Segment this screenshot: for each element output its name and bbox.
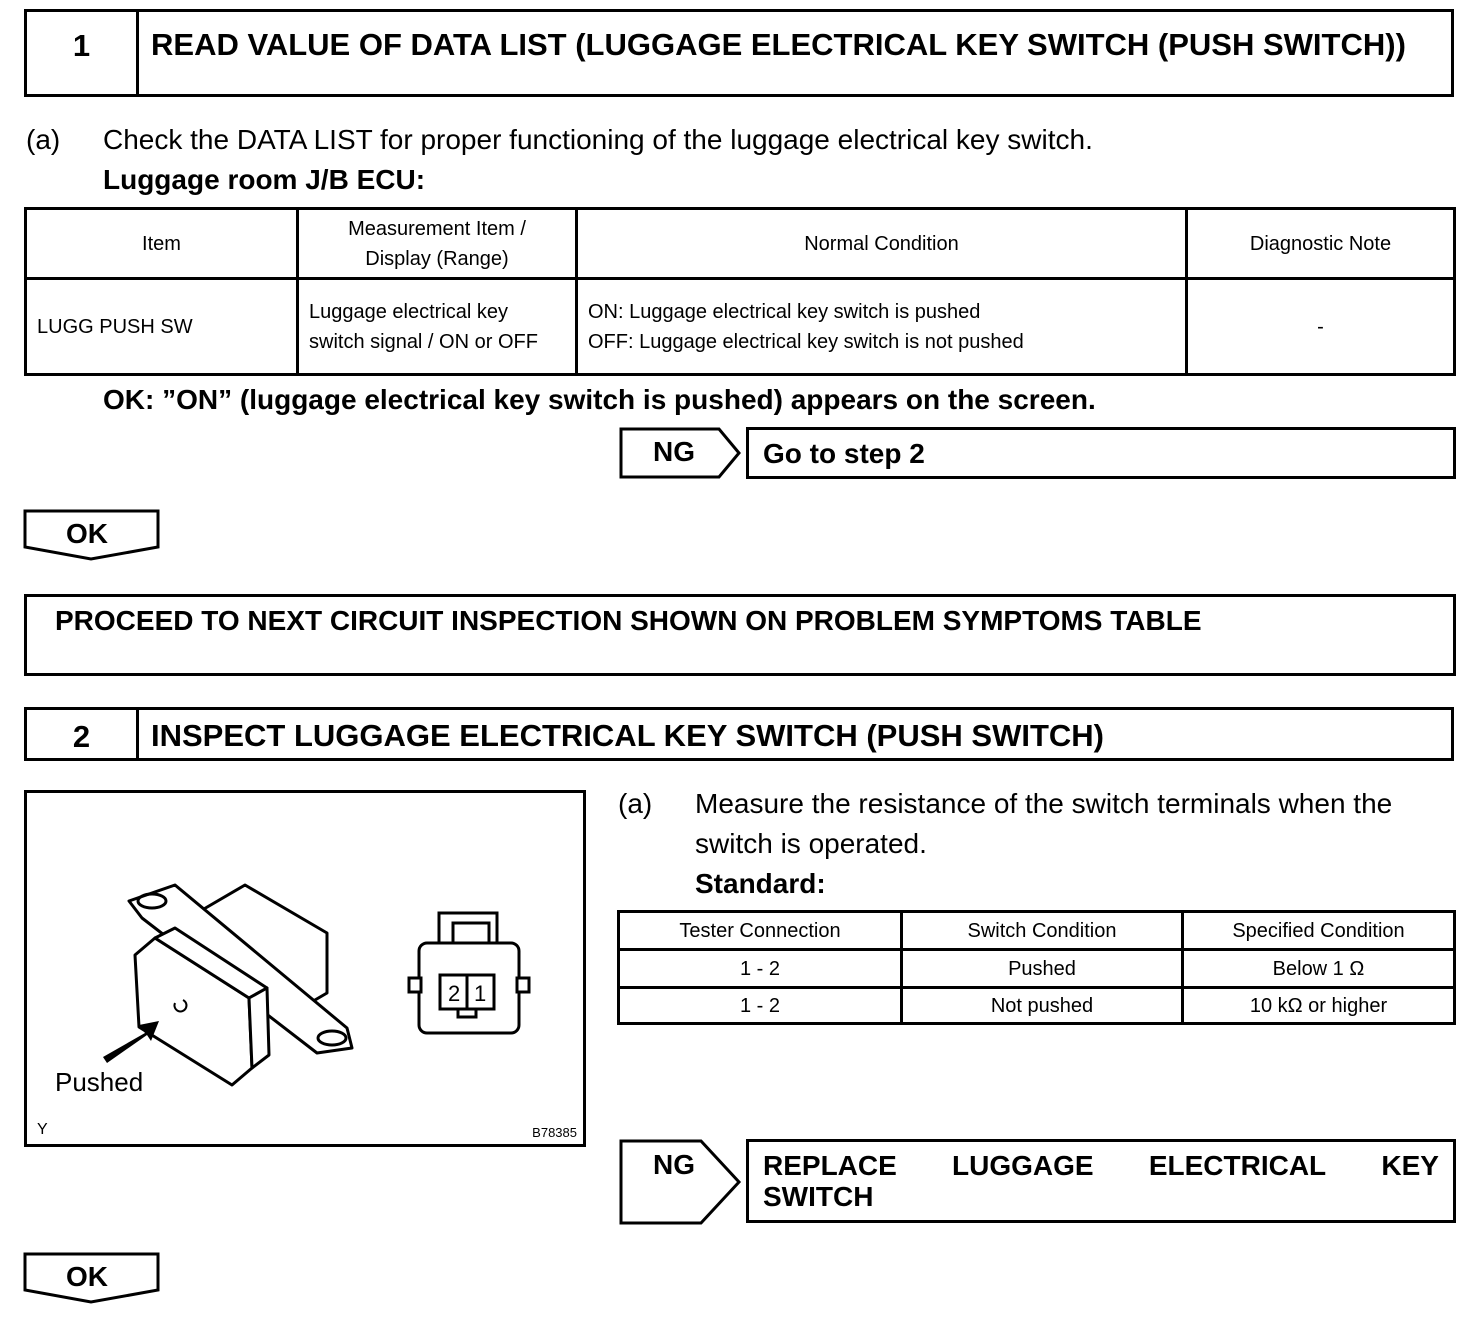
ng-action-word: REPLACE: [763, 1150, 897, 1181]
push-arrow-icon: [103, 1021, 159, 1063]
terminal-2-label: 2: [448, 981, 461, 1006]
table-row: [619, 950, 1455, 988]
table-cell: [577, 279, 1187, 375]
step-number: 1: [27, 12, 139, 94]
figure-code: B78385: [532, 1125, 577, 1140]
ng-action-box: [746, 427, 1456, 479]
pushed-label: Pushed: [55, 1067, 144, 1097]
ng-label: NG: [653, 436, 695, 467]
table-header: Specified Condition: [1183, 912, 1455, 950]
table-cell: LUGG PUSH SW: [26, 279, 298, 375]
table-header: Diagnostic Note: [1187, 209, 1455, 279]
step-1-marker: (a): [26, 124, 61, 155]
ecu-subheading: Luggage room J/B ECU:: [103, 164, 426, 195]
ng-action-box: [746, 1139, 1456, 1223]
ng-action-line2: SWITCH: [763, 1181, 874, 1212]
table-row: [26, 279, 1455, 375]
table-header: Normal Condition: [577, 209, 1187, 279]
table-cell: Pushed: [902, 950, 1183, 988]
step-title: INSPECT LUGGAGE ELECTRICAL KEY SWITCH (PUSH SWITCH): [151, 718, 1104, 753]
table-cell: 1 - 2: [619, 988, 902, 1024]
table-cell: Luggage electrical key switch signal / ON or OFF: [298, 279, 577, 375]
table-header: Tester Connection: [619, 912, 902, 950]
proceed-box: [24, 594, 1456, 676]
step-2-header: [24, 707, 1454, 761]
table-row: [619, 988, 1455, 1024]
ng-action: Go to step 2: [763, 438, 925, 469]
step-title: READ VALUE OF DATA LIST (LUGGAGE ELECTRICAL KEY SWITCH (PUSH SWITCH)): [151, 27, 1406, 62]
ng-action-line1: [763, 1150, 1439, 1181]
table-header: Measurement Item / Display (Range): [298, 209, 577, 279]
proceed-text: PROCEED TO NEXT CIRCUIT INSPECTION SHOWN ON PROBLEM SYMPTOMS TABLE: [55, 605, 1202, 636]
table-cell: 10 kΩ or higher: [1183, 988, 1455, 1024]
resistance-table: [617, 910, 1456, 1025]
normal-on: ON: Luggage electrical key switch is pushed: [588, 300, 981, 323]
table-cell: -: [1187, 279, 1455, 375]
switch-figure: [24, 790, 586, 1147]
ng-label: NG: [653, 1149, 695, 1180]
ng-action-word: LUGGAGE: [952, 1150, 1094, 1181]
step-2-instruction-line2: switch is operated.: [695, 828, 927, 859]
ok-label: OK: [66, 518, 108, 549]
data-list-table: [24, 207, 1456, 376]
step-2-marker: (a): [618, 788, 653, 819]
ng-action-word: ELECTRICAL: [1148, 1150, 1327, 1181]
standard-label: Standard:: [695, 868, 826, 899]
table-cell: Below 1 Ω: [1183, 950, 1455, 988]
table-header: Item: [26, 209, 298, 279]
step-number: 2: [27, 710, 139, 758]
table-header: Switch Condition: [902, 912, 1183, 950]
step-2-instruction-line1: Measure the resistance of the switch terminals when the: [695, 788, 1393, 819]
step-1-instruction: Check the DATA LIST for proper functioning of the luggage electrical key switch.: [103, 124, 1093, 155]
terminal-1-label: 1: [474, 981, 487, 1006]
table-cell: 1 - 2: [619, 950, 902, 988]
table-cell: Not pushed: [902, 988, 1183, 1024]
ok-condition: OK: ”ON” (luggage electrical key switch is pushed) appears on the screen.: [103, 384, 1096, 415]
figure-corner-letter: Y: [37, 1121, 48, 1138]
step-1-header: [24, 9, 1454, 97]
ok-label: OK: [66, 1261, 108, 1292]
ng-action-word: KEY: [1381, 1150, 1439, 1181]
normal-off: OFF: Luggage electrical key switch is not pushed: [588, 330, 1024, 353]
